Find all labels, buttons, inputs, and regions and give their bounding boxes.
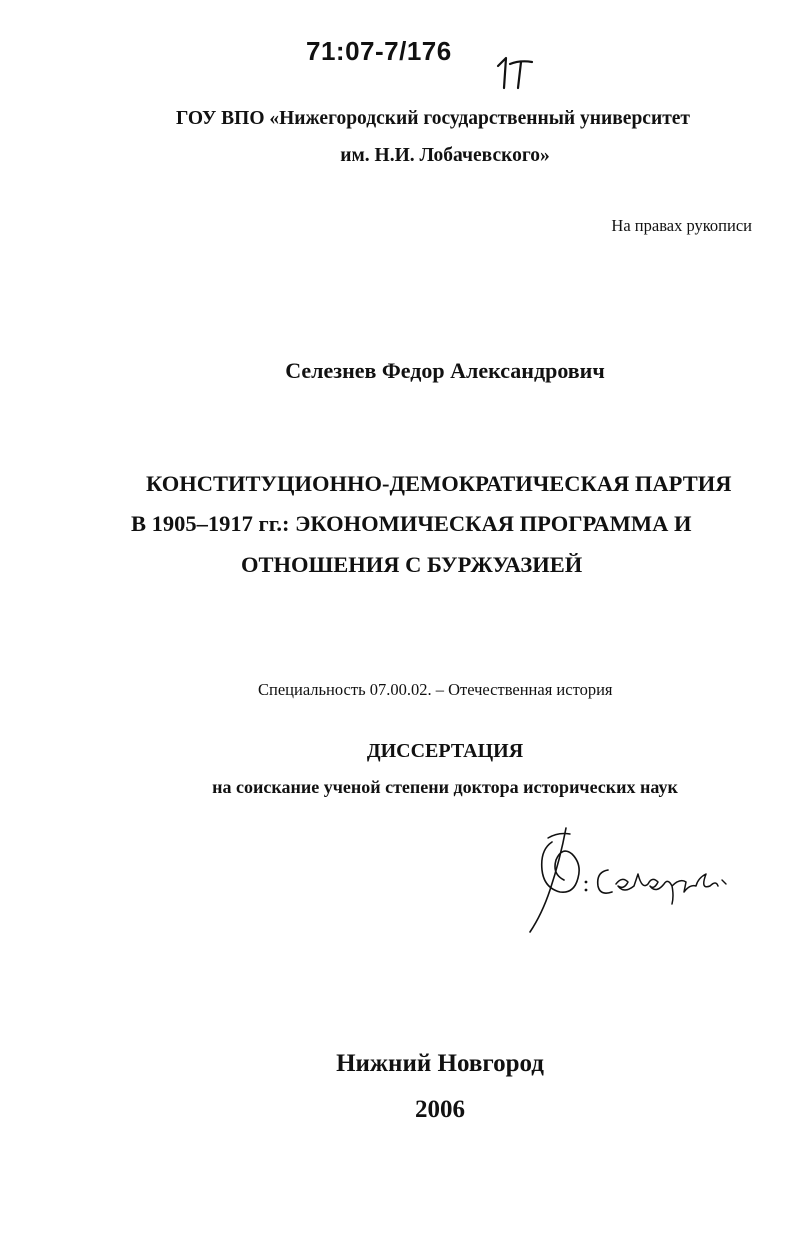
year: 2006 [415,1096,465,1123]
title-line-1: КОНСТИТУЦИОННО-ДЕМОКРАТИЧЕСКАЯ ПАРТИЯ [146,471,732,496]
author-name: Селезнев Федор Александрович [285,358,605,383]
title-line-2: В 1905–1917 гг.: ЭКОНОМИЧЕСКАЯ ПРОГРАММА И [131,511,692,536]
document-type: ДИССЕРТАЦИЯ [366,740,524,762]
institution-line-2: им. Н.И. Лобачевского» [340,145,550,166]
city: Нижний Новгород [336,1050,544,1077]
handwritten-mark [492,52,536,92]
title-line-3: ОТНОШЕНИЯ С БУРЖУАЗИЕЙ [241,552,583,577]
signature [512,820,752,940]
degree-line: на соискание ученой степени доктора исторических наук [212,777,678,797]
institution-line-1: ГОУ ВПО «Нижегородский государственный университет [175,108,691,129]
manuscript-note: На правах рукописи [611,216,752,235]
catalog-number: 71:07-7/176 [306,36,452,66]
specialty-line: Специальность 07.00.02. – Отечественная история [258,680,613,699]
